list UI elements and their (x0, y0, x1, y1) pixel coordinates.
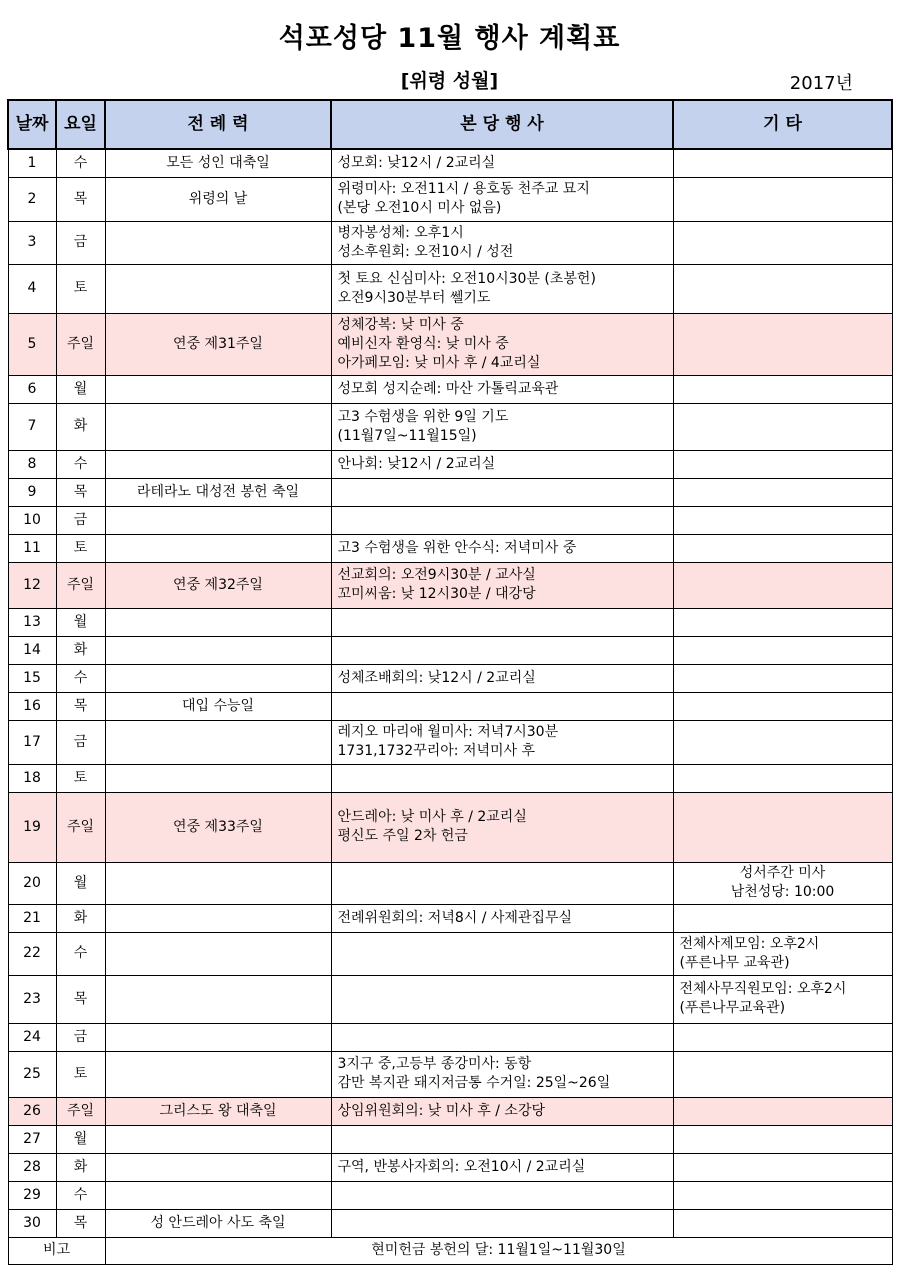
day-cell: 12 (8, 562, 56, 608)
etc-cell (673, 904, 892, 932)
weekday-cell: 수 (56, 1181, 105, 1209)
liturgy-cell (105, 862, 331, 904)
weekday-cell: 목 (56, 1209, 105, 1237)
liturgy-cell (105, 506, 331, 534)
etc-cell (673, 1153, 892, 1181)
liturgy-cell: 성 안드레아 사도 축일 (105, 1209, 331, 1237)
events-cell (331, 1023, 673, 1051)
table-row (8, 1209, 892, 1237)
weekday-cell: 금 (56, 720, 105, 764)
etc-cell (673, 506, 892, 534)
day-cell: 19 (8, 792, 56, 862)
events-cell (331, 862, 673, 904)
liturgy-cell: 연중 제31주일 (105, 313, 331, 375)
day-cell: 29 (8, 1181, 56, 1209)
day-cell: 1 (8, 149, 56, 177)
table-row (8, 975, 892, 1023)
table-row (8, 1181, 892, 1209)
events-cell: 고3 수험생을 위한 9일 기도 (11월7일~11월15일) (331, 403, 673, 450)
events-cell: 선교회의: 오전9시30분 / 교사실 꼬미씨움: 낮 12시30분 / 대강당 (331, 562, 673, 608)
etc-cell (673, 177, 892, 221)
etc-cell (673, 792, 892, 862)
table-row (8, 450, 892, 478)
weekday-cell: 토 (56, 264, 105, 313)
events-cell: 성모회 성지순례: 마산 가톨릭교육관 (331, 375, 673, 403)
liturgy-cell (105, 221, 331, 264)
events-cell: 레지오 마리애 월미사: 저녁7시30분 1731,1732꾸리아: 저녁미사 후 (331, 720, 673, 764)
events-cell: 병자봉성체: 오후1시 성소후원회: 오전10시 / 성전 (331, 221, 673, 264)
events-cell: 상임위원회의: 낮 미사 후 / 소강당 (331, 1097, 673, 1125)
header-etc: 기 타 (673, 100, 892, 149)
events-cell: 안드레아: 낮 미사 후 / 2교리실 평신도 주일 2차 헌금 (331, 792, 673, 862)
liturgy-cell (105, 720, 331, 764)
weekday-cell: 월 (56, 608, 105, 636)
table-row (8, 264, 892, 313)
etc-cell (673, 692, 892, 720)
table-row (8, 506, 892, 534)
weekday-cell: 월 (56, 1125, 105, 1153)
weekday-cell: 화 (56, 1153, 105, 1181)
day-cell: 11 (8, 534, 56, 562)
header-events: 본 당 행 사 (331, 100, 673, 149)
liturgy-cell (105, 450, 331, 478)
weekday-cell: 수 (56, 664, 105, 692)
weekday-cell: 토 (56, 764, 105, 792)
events-cell: 전례위원회의: 저녁8시 / 사제관집무실 (331, 904, 673, 932)
day-cell: 25 (8, 1051, 56, 1097)
day-cell: 14 (8, 636, 56, 664)
weekday-cell: 주일 (56, 1097, 105, 1125)
table-row (8, 792, 892, 862)
table-row (8, 692, 892, 720)
header-day: 날짜 (8, 100, 56, 149)
table-row (8, 534, 892, 562)
table-row (8, 904, 892, 932)
liturgy-cell: 위령의 날 (105, 177, 331, 221)
header-liturgy: 전 례 력 (105, 100, 331, 149)
etc-cell (673, 720, 892, 764)
weekday-cell: 주일 (56, 313, 105, 375)
weekday-cell: 화 (56, 403, 105, 450)
etc-cell (673, 1181, 892, 1209)
weekday-cell: 금 (56, 506, 105, 534)
etc-cell (673, 636, 892, 664)
event-table (7, 99, 893, 1265)
events-cell (331, 636, 673, 664)
table-row (8, 221, 892, 264)
table-row (8, 720, 892, 764)
etc-cell (673, 375, 892, 403)
day-cell: 2 (8, 177, 56, 221)
events-cell: 첫 토요 신심미사: 오전10시30분 (초봉헌) 오전9시30분부터 쎌기도 (331, 264, 673, 313)
day-cell: 16 (8, 692, 56, 720)
day-cell: 22 (8, 932, 56, 975)
events-cell (331, 1125, 673, 1153)
events-cell (331, 478, 673, 506)
weekday-cell: 화 (56, 636, 105, 664)
weekday-cell: 주일 (56, 562, 105, 608)
day-cell: 24 (8, 1023, 56, 1051)
day-cell: 13 (8, 608, 56, 636)
table-row (8, 562, 892, 608)
liturgy-cell: 연중 제33주일 (105, 792, 331, 862)
table-row (8, 1125, 892, 1153)
year-label: 2017년 (789, 73, 853, 94)
weekday-cell: 수 (56, 149, 105, 177)
liturgy-cell: 라테라노 대성전 봉헌 축일 (105, 478, 331, 506)
table-row (8, 478, 892, 506)
events-cell (331, 1181, 673, 1209)
etc-cell (673, 608, 892, 636)
day-cell: 5 (8, 313, 56, 375)
weekday-cell: 수 (56, 450, 105, 478)
day-cell: 4 (8, 264, 56, 313)
table-row (8, 664, 892, 692)
day-cell: 8 (8, 450, 56, 478)
weekday-cell: 금 (56, 221, 105, 264)
events-cell: 성체조배회의: 낮12시 / 2교리실 (331, 664, 673, 692)
etc-cell: 전체사제모임: 오후2시 (푸른나무 교육관) (673, 932, 892, 975)
page-title: 석포성당 11월 행사 계획표 (278, 23, 621, 54)
weekday-cell: 목 (56, 177, 105, 221)
day-cell: 15 (8, 664, 56, 692)
events-cell (331, 506, 673, 534)
liturgy-cell (105, 904, 331, 932)
day-cell: 30 (8, 1209, 56, 1237)
day-cell: 28 (8, 1153, 56, 1181)
day-cell: 23 (8, 975, 56, 1023)
events-cell: 구역, 반봉사자회의: 오전10시 / 2교리실 (331, 1153, 673, 1181)
day-cell: 17 (8, 720, 56, 764)
table-row (8, 1097, 892, 1125)
events-cell: 안나회: 낮12시 / 2교리실 (331, 450, 673, 478)
weekday-cell: 금 (56, 1023, 105, 1051)
liturgy-cell (105, 975, 331, 1023)
day-cell: 20 (8, 862, 56, 904)
etc-cell (673, 149, 892, 177)
header-weekday: 요일 (56, 100, 105, 149)
events-cell (331, 975, 673, 1023)
footer-row (8, 1237, 892, 1264)
weekday-cell: 토 (56, 534, 105, 562)
table-row (8, 636, 892, 664)
liturgy-cell (105, 764, 331, 792)
etc-cell (673, 450, 892, 478)
events-cell: 고3 수험생을 위한 안수식: 저녁미사 중 (331, 534, 673, 562)
etc-cell (673, 664, 892, 692)
events-cell (331, 932, 673, 975)
etc-cell (673, 264, 892, 313)
etc-cell (673, 1125, 892, 1153)
day-cell: 26 (8, 1097, 56, 1125)
footer-label: 비고 (8, 1237, 105, 1264)
etc-cell (673, 313, 892, 375)
etc-cell: 성서주간 미사 남천성당: 10:00 (673, 862, 892, 904)
table-row (8, 1051, 892, 1097)
liturgy-cell: 그리스도 왕 대축일 (105, 1097, 331, 1125)
table-row (8, 177, 892, 221)
day-cell: 27 (8, 1125, 56, 1153)
etc-cell (673, 764, 892, 792)
weekday-cell: 주일 (56, 792, 105, 862)
liturgy-cell (105, 608, 331, 636)
etc-cell (673, 1051, 892, 1097)
events-cell: 위령미사: 오전11시 / 용호동 천주교 묘지 (본당 오전10시 미사 없음) (331, 177, 673, 221)
weekday-cell: 수 (56, 932, 105, 975)
etc-cell (673, 403, 892, 450)
day-cell: 7 (8, 403, 56, 450)
etc-cell: 전체사무직원모임: 오후2시 (푸른나무교육관) (673, 975, 892, 1023)
liturgy-cell (105, 1125, 331, 1153)
table-row (8, 1153, 892, 1181)
page-subtitle: [위령 성월] (400, 70, 499, 92)
etc-cell (673, 1023, 892, 1051)
liturgy-cell (105, 1051, 331, 1097)
etc-cell (673, 534, 892, 562)
table-row (8, 1023, 892, 1051)
day-cell: 3 (8, 221, 56, 264)
table-header-row (8, 100, 892, 149)
weekday-cell: 목 (56, 975, 105, 1023)
day-cell: 10 (8, 506, 56, 534)
table-row (8, 313, 892, 375)
table-row (8, 375, 892, 403)
etc-cell (673, 562, 892, 608)
liturgy-cell (105, 932, 331, 975)
liturgy-cell: 연중 제32주일 (105, 562, 331, 608)
weekday-cell: 월 (56, 862, 105, 904)
liturgy-cell: 모든 성인 대축일 (105, 149, 331, 177)
etc-cell (673, 1209, 892, 1237)
day-cell: 21 (8, 904, 56, 932)
liturgy-cell (105, 636, 331, 664)
liturgy-cell (105, 1023, 331, 1051)
liturgy-cell (105, 375, 331, 403)
table-row (8, 149, 892, 177)
day-cell: 6 (8, 375, 56, 403)
events-cell: 성모회: 낮12시 / 2교리실 (331, 149, 673, 177)
etc-cell (673, 478, 892, 506)
events-cell: 3지구 중,고등부 종강미사: 동항 감만 복지관 돼지저금통 수거일: 25일~26일 (331, 1051, 673, 1097)
events-cell: 성체강복: 낮 미사 중 예비신자 환영식: 낮 미사 중 아가페모임: 낮 미사 후 / 4교리실 (331, 313, 673, 375)
liturgy-cell (105, 664, 331, 692)
etc-cell (673, 1097, 892, 1125)
table-row (8, 608, 892, 636)
footer-text: 현미헌금 봉헌의 달: 11월1일~11월30일 (105, 1237, 892, 1264)
table-row (8, 403, 892, 450)
events-cell (331, 608, 673, 636)
liturgy-cell (105, 264, 331, 313)
weekday-cell: 월 (56, 375, 105, 403)
table-row (8, 862, 892, 904)
day-cell: 18 (8, 764, 56, 792)
liturgy-cell (105, 534, 331, 562)
day-cell: 9 (8, 478, 56, 506)
table-body (8, 149, 892, 1237)
liturgy-cell: 대입 수능일 (105, 692, 331, 720)
weekday-cell: 목 (56, 692, 105, 720)
table-row (8, 764, 892, 792)
table-row (8, 932, 892, 975)
liturgy-cell (105, 1153, 331, 1181)
events-cell (331, 764, 673, 792)
liturgy-cell (105, 403, 331, 450)
liturgy-cell (105, 1181, 331, 1209)
weekday-cell: 토 (56, 1051, 105, 1097)
events-cell (331, 1209, 673, 1237)
etc-cell (673, 221, 892, 264)
weekday-cell: 목 (56, 478, 105, 506)
weekday-cell: 화 (56, 904, 105, 932)
events-cell (331, 692, 673, 720)
